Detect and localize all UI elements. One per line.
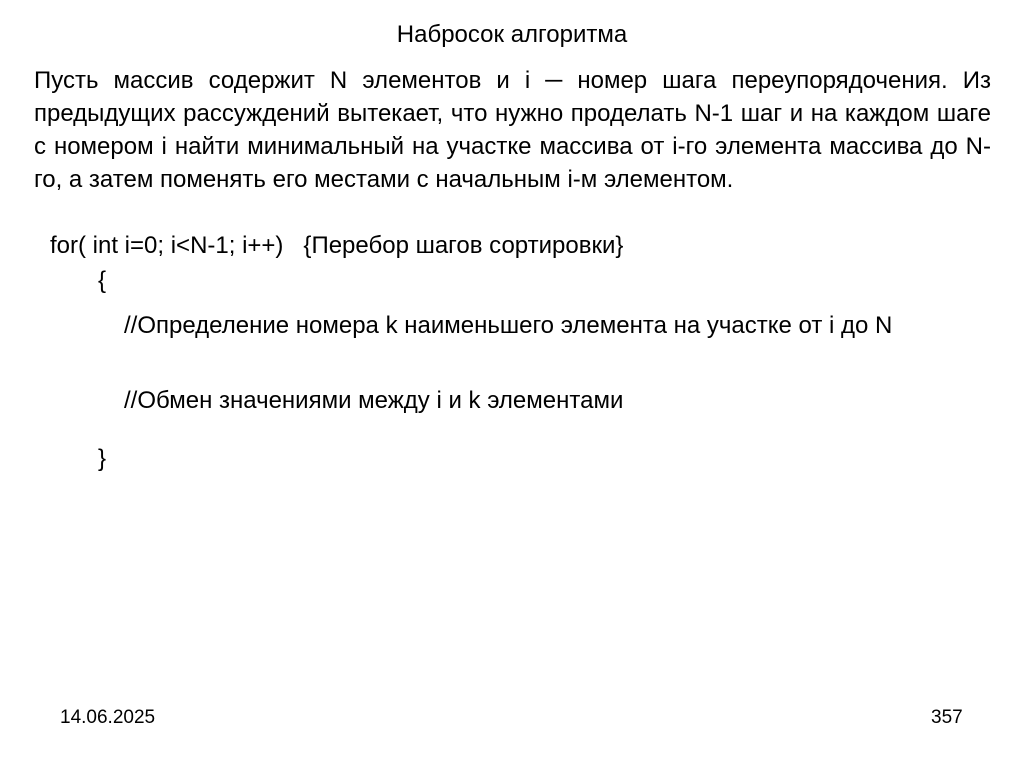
footer-date: 14.06.2025 bbox=[60, 707, 156, 728]
intro-paragraph: Пусть массив содержит N элементов и i ─ номер шага переупорядочения. Из предыдущих рассуждений вытекает, что нужно проделать N-1 шаг и на каждом шаге с номером i найти минимальный на участке массива от i-го элемента массива до N-го, а затем поменять его местами с начальным i-м элементом. bbox=[34, 67, 991, 193]
code-close-brace: } bbox=[98, 445, 107, 472]
code-loop-header: for( int i=0; i<N-1; i++) {Перебор шагов сортировки} bbox=[50, 232, 624, 259]
code-comment-find: //Определение номера k наименьшего элемента на участке от i до N bbox=[124, 312, 893, 339]
code-comment-swap: //Обмен значениями между i и k элементами bbox=[124, 387, 624, 414]
code-open-brace: { bbox=[98, 267, 107, 294]
page-number: 357 bbox=[931, 707, 963, 728]
slide-title: Набросок алгоритма bbox=[396, 21, 628, 48]
